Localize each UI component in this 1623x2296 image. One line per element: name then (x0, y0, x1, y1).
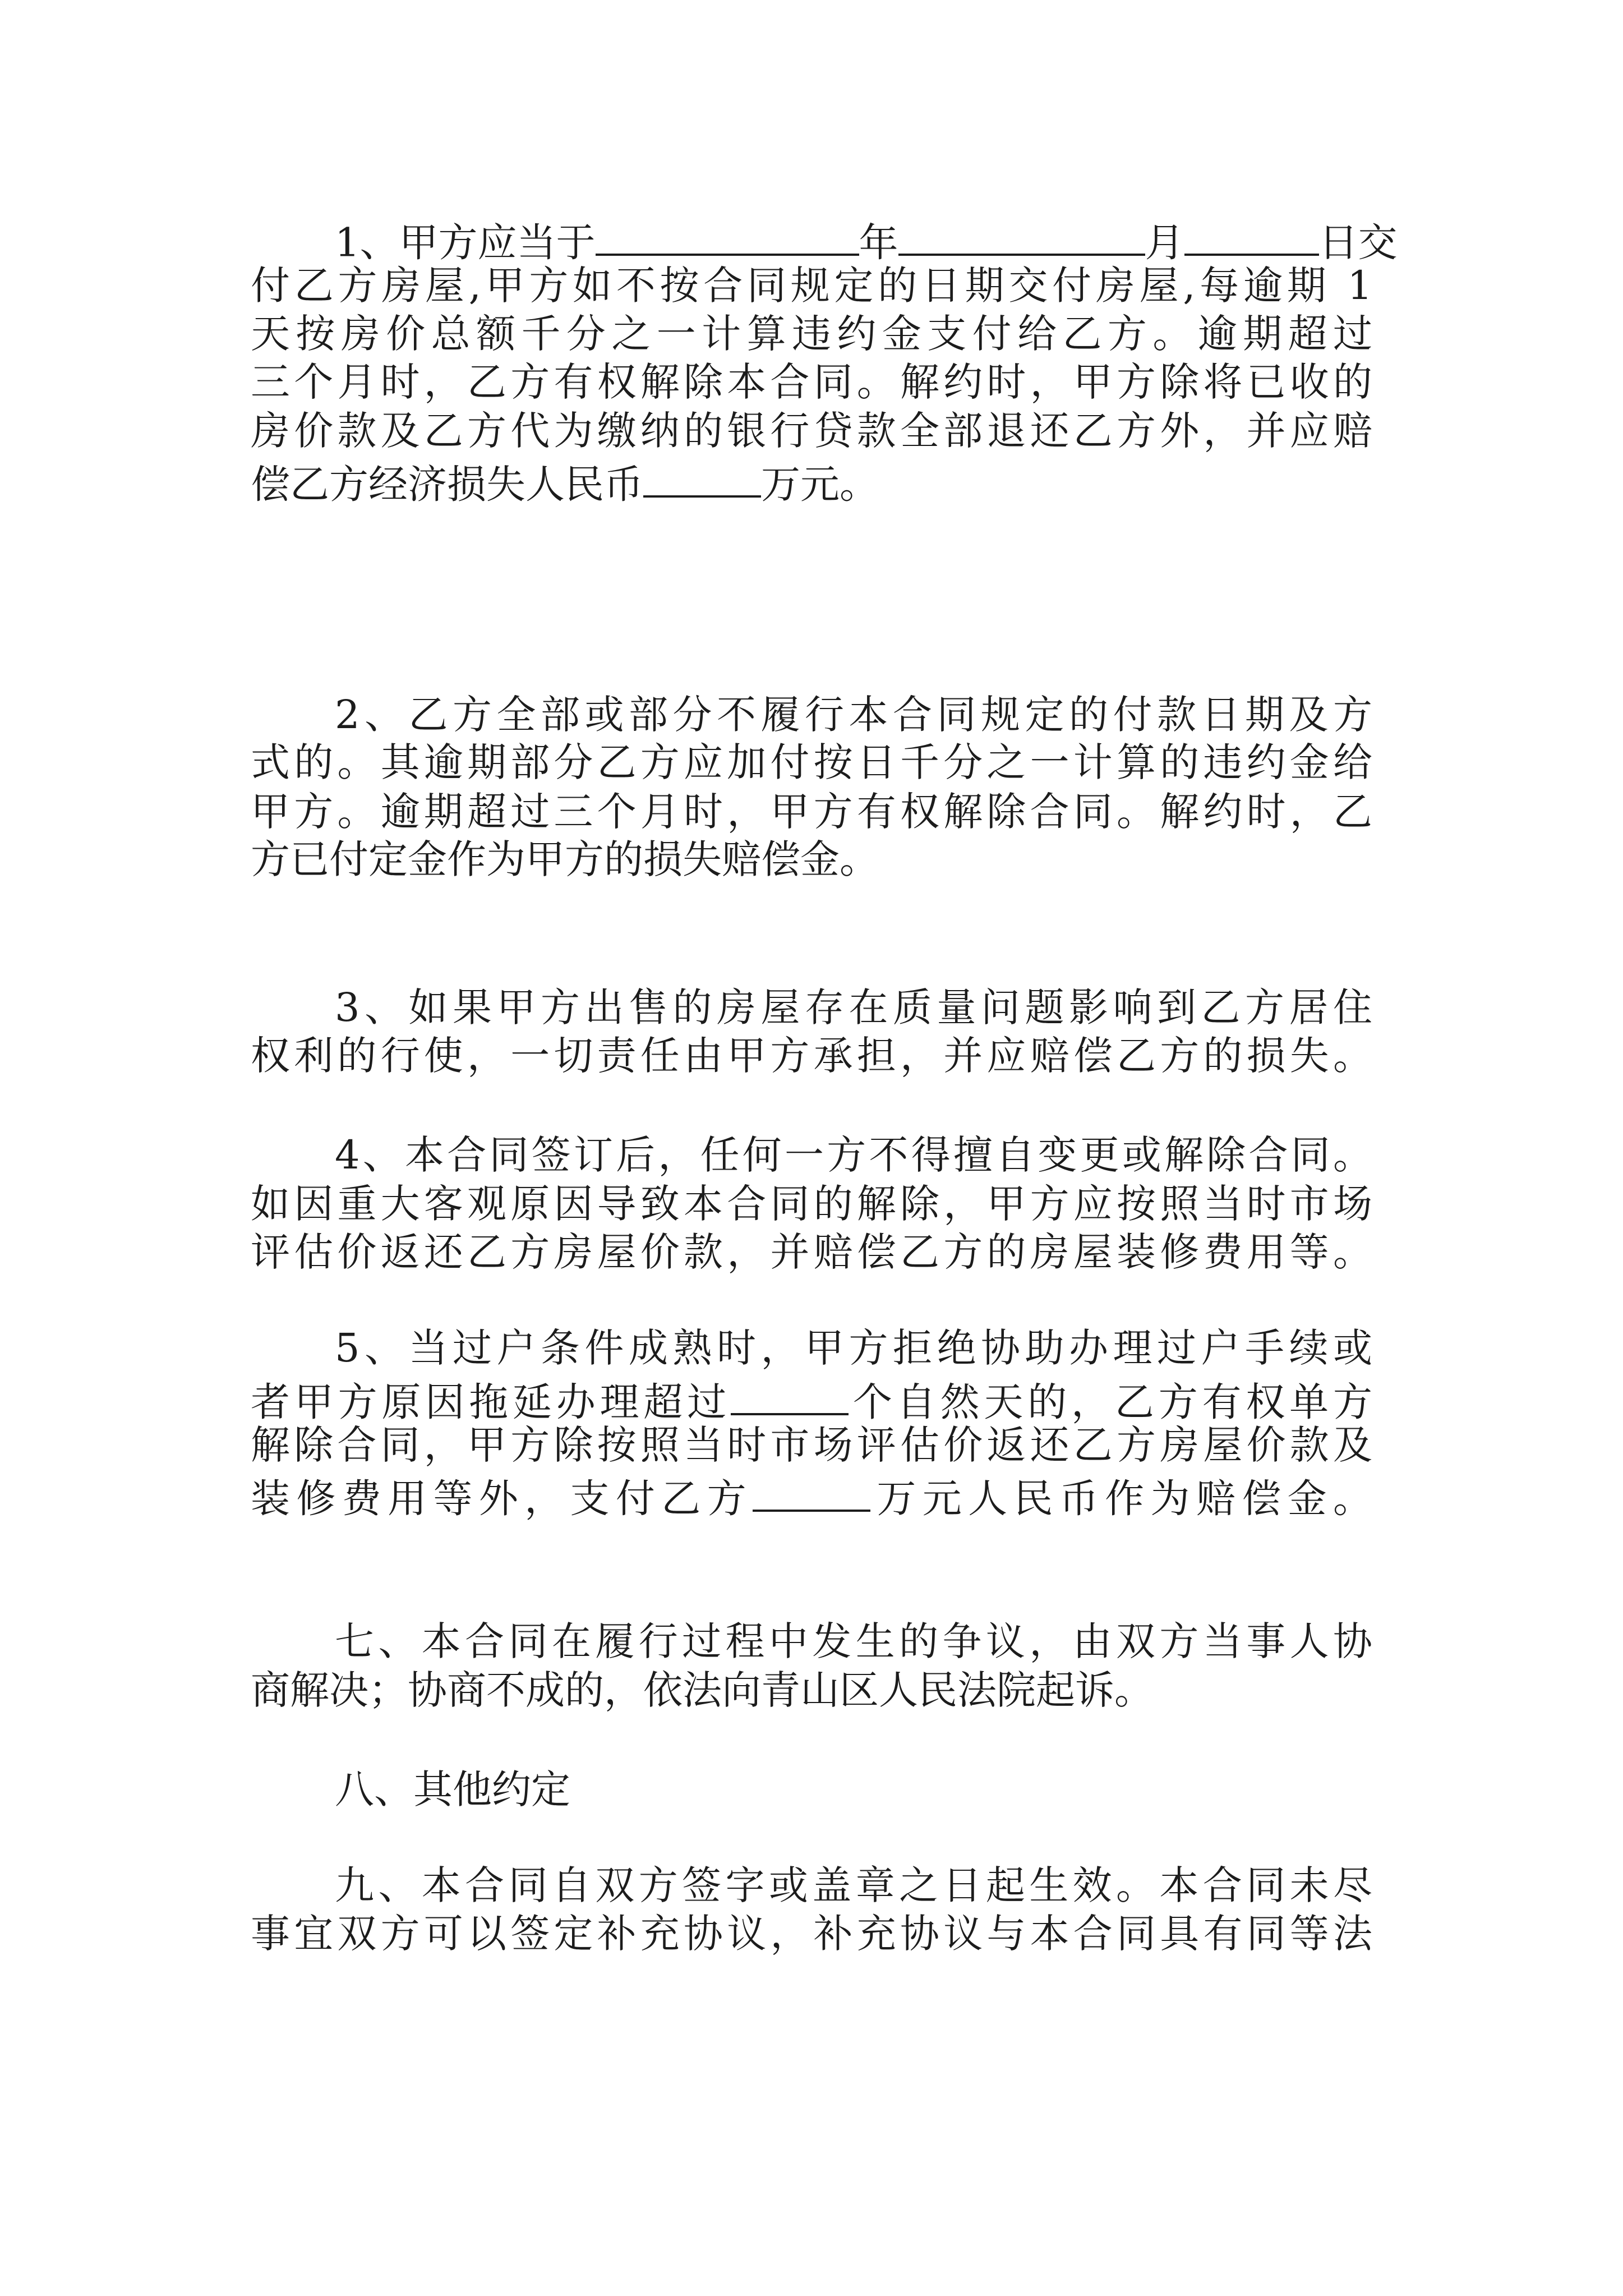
clause-3-line-2 (251, 1033, 1372, 1079)
line-text: 房价款及乙方代为缴纳的银行贷款全部退还乙方外，并应赔 (251, 408, 1372, 454)
clause-5-line-3 (251, 1422, 1372, 1468)
clause-4-line-3 (251, 1229, 1372, 1275)
line-text: 三个月时，乙方有权解除本合同。解约时，甲方除将已收的 (251, 359, 1372, 405)
section-7-line-1 (335, 1618, 1372, 1664)
clause-1-line-2 (251, 263, 1372, 309)
fill-in-blank[interactable] (731, 1377, 849, 1415)
line-text: 如因重大客观原因导致本合同的解除，甲方应按照当时市场 (251, 1181, 1372, 1227)
line-text: 偿乙方经济损失人民币 (251, 461, 643, 508)
line-text: 5、当过户条件成熟时，甲方拒绝协助办理过户手续或 (335, 1325, 1372, 1371)
clause-2-line-1 (335, 692, 1372, 738)
section-9-line-1 (335, 1862, 1372, 1908)
clause-2-line-2 (251, 739, 1372, 785)
line-text: 3、如果甲方出售的房屋存在质量问题影响到乙方居住 (335, 984, 1372, 1030)
clause-5-line-4 (251, 1474, 1372, 1522)
line-text: 月 (1145, 219, 1184, 266)
line-text: 4、本合同签订后，任何一方不得擅自变更或解除合同。 (335, 1132, 1372, 1178)
line-text: 九、本合同自双方签字或盖章之日起生效。本合同未尽 (335, 1862, 1372, 1908)
section-7-line-2 (251, 1667, 1154, 1713)
line-text: 万元。 (761, 461, 879, 508)
fill-in-blank[interactable] (753, 1474, 870, 1512)
line-text: 装修费用等外，支付乙方 (251, 1475, 753, 1522)
line-text: 年 (859, 219, 898, 266)
line-text: 权利的行使，一切责任由甲方承担，并应赔偿乙方的损失。 (251, 1033, 1372, 1079)
line-text: 付乙方房屋,甲方如不按合同规定的日期交付房屋,每逾期 1 (251, 263, 1372, 309)
section-8-line-1 (335, 1766, 570, 1812)
line-text: 个自然天的，乙方有权单方 (849, 1379, 1373, 1425)
line-text: 式的。其逾期部分乙方应加付按日千分之一计算的违约金给 (251, 739, 1372, 785)
fill-in-blank[interactable] (1184, 218, 1319, 256)
line-text: 者甲方原因拖延办理超过 (251, 1379, 731, 1425)
line-text: 解除合同，甲方除按照当时市场评估价返还乙方房屋价款及 (251, 1422, 1372, 1468)
clause-5-line-2 (251, 1377, 1373, 1425)
line-text: 商解决；协商不成的，依法向青山区人民法院起诉。 (251, 1667, 1154, 1713)
line-text: 评估价返还乙方房屋价款，并赔偿乙方的房屋装修费用等。 (251, 1229, 1372, 1275)
section-9-line-2 (251, 1911, 1372, 1957)
clause-1-line-4 (251, 359, 1372, 405)
clause-4-line-1 (335, 1132, 1372, 1178)
clause-2-line-4 (251, 836, 879, 882)
clause-1-line-5 (251, 408, 1372, 454)
clause-4-line-2 (251, 1181, 1372, 1227)
clause-3-line-1 (335, 984, 1372, 1030)
clause-1-line-6 (251, 459, 879, 508)
clause-1-line-3 (251, 311, 1372, 357)
clause-5-line-1 (335, 1325, 1372, 1371)
fill-in-blank[interactable] (596, 218, 859, 256)
fill-in-blank[interactable] (898, 218, 1145, 256)
line-text: 事宜双方可以签定补充协议，补充协议与本合同具有同等法 (251, 1911, 1372, 1957)
line-text: 八、其他约定 (335, 1766, 570, 1812)
clause-2-line-3 (251, 789, 1372, 835)
line-text: 日交 (1318, 219, 1398, 266)
line-text: 甲方。逾期超过三个月时，甲方有权解除合同。解约时，乙 (251, 789, 1372, 835)
clause-1-line-1 (335, 218, 1398, 266)
line-text: 万元人民币作为赔偿金。 (870, 1475, 1372, 1522)
line-text: 七、本合同在履行过程中发生的争议，由双方当事人协 (335, 1618, 1372, 1664)
line-text: 1、甲方应当于 (335, 219, 596, 266)
fill-in-blank[interactable] (643, 459, 761, 498)
line-text: 方已付定金作为甲方的损失赔偿金。 (251, 836, 879, 882)
line-text: 2、乙方全部或部分不履行本合同规定的付款日期及方 (335, 692, 1372, 738)
line-text: 天按房价总额千分之一计算违约金支付给乙方。逾期超过 (251, 311, 1372, 357)
